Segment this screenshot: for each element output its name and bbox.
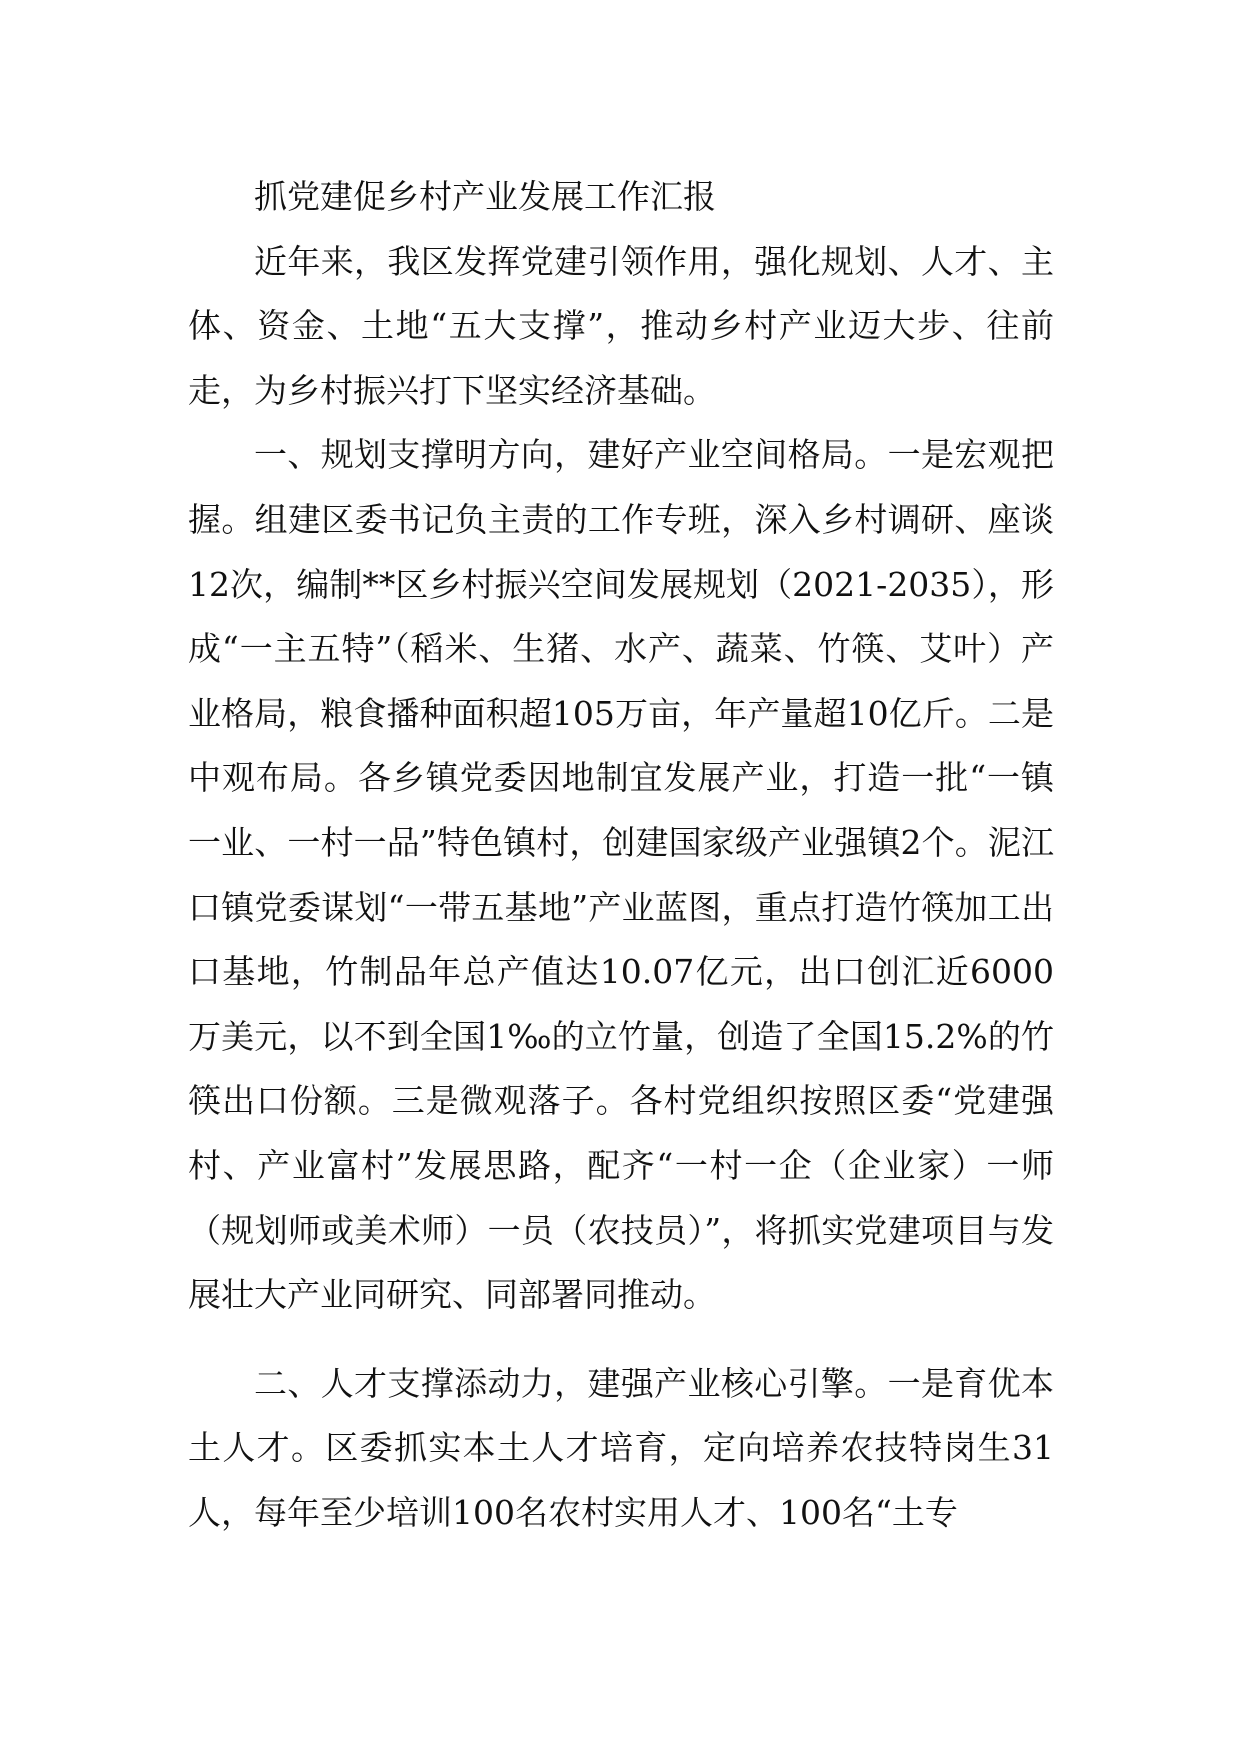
paragraph-section-one: 一、规划支撑明方向，建好产业空间格局。一是宏观把握。组建区委书记负主责的工作专班，深入乡村调研、座谈12次，编制**区乡村振兴空间发展规划（2021-2035），形成“一主五特”（稻米、生猪、水产、蔬菜、竹筷、艾叶）产业格局，粮食播种面积超105万亩，年产量超10亿斤。二是中观布局。各乡镇党委因地制宜发展产业，打造一批“一镇一业、一村一品”特色镇村，创建国家级产业强镇2个。泥江口镇党委谋划“一带五基地”产业蓝图，重点打造竹筷加工出口基地，竹制品年总产值达10.07亿元，出口创汇近6000万美元，以不到全国1‰的立竹量，创造了全国15.2%的竹筷出口份额。三是微观落子。各村党组织按照区委“党建强村、产业富村”发展思路，配齐“一村一企（企业家）一师（规划师或美术师）一员（农技员）”，将抓实党建项目与发展壮大产业同研究、同部署同推动。 xyxy=(188,435,1054,1315)
paragraph-spacer xyxy=(188,1328,1054,1352)
paragraph-section-two: 二、人才支撑添动力，建强产业核心引擎。一是育优本土人才。区委抓实本土人才培育，定向培养农技特岗生31人，每年至少培训100名农村实用人才、100名“土专 xyxy=(188,1363,1054,1532)
paragraph-intro: 近年来，我区发挥党建引领作用，强化规划、人才、主体、资金、土地“五大支撑”，推动乡村产业迈大步、往前走，为乡村振兴打下坚实经济基础。 xyxy=(188,241,1054,410)
document-title: 抓党建促乡村产业发展工作汇报 xyxy=(254,177,716,216)
document-page xyxy=(188,165,1054,1545)
